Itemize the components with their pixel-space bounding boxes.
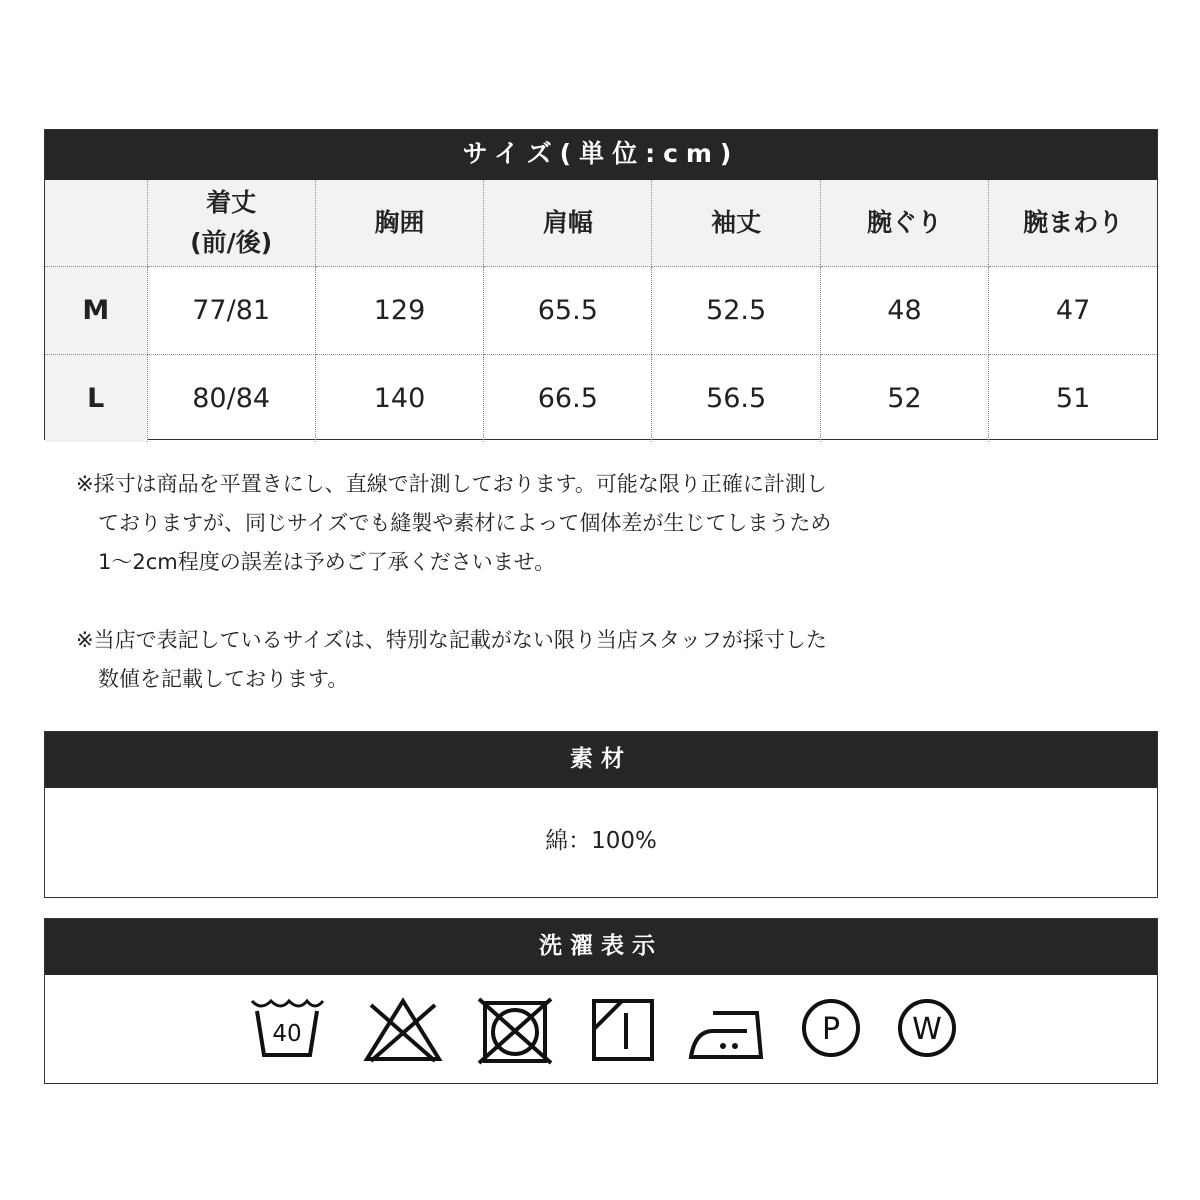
- table-row: [45, 355, 1157, 443]
- header-length: [147, 180, 315, 267]
- measurement-note: [76, 465, 831, 582]
- shoulder-value: 66.5: [484, 355, 652, 443]
- line-dry-shade-icon: [590, 997, 656, 1063]
- table-row: [45, 267, 1157, 355]
- material-value: 綿：100%: [545, 828, 657, 854]
- header-shoulder: 肩幅: [484, 180, 652, 267]
- arm-circ-value: 47: [989, 267, 1157, 355]
- wash-40-icon: [249, 997, 325, 1061]
- header-length-line1: 着丈: [206, 188, 257, 217]
- note-line: 1～2cm程度の誤差は予めご了承くださいませ。: [98, 550, 556, 574]
- armhole-value: 48: [820, 267, 988, 355]
- note-line: ※当店で表記しているサイズは、特別な記載がない限り当店スタッフが採寸した: [76, 628, 827, 652]
- wet-clean-label: W: [912, 1012, 942, 1047]
- note-line: 数値を記載しております。: [98, 667, 349, 691]
- header-sleeve: 袖丈: [652, 180, 820, 267]
- note-line: ておりますが、同じサイズでも縫製や素材によって個体差が生じてしまうため: [98, 511, 832, 535]
- wet-clean-w-icon: [896, 997, 958, 1059]
- length-value: 80/84: [147, 355, 315, 443]
- size-section: [44, 129, 1158, 440]
- armhole-value: 52: [820, 355, 988, 443]
- dry-clean-p-icon: [800, 997, 862, 1059]
- material-section: [44, 731, 1158, 898]
- size-table-header-row: [45, 180, 1157, 267]
- size-label: L: [45, 355, 147, 443]
- iron-medium-icon: [687, 997, 767, 1061]
- no-tumble-dry-icon: [477, 997, 553, 1065]
- header-arm-circ: 腕まわり: [989, 180, 1157, 267]
- note-line: ※採寸は商品を平置きにし、直線で計測しております。可能な限り正確に計測し: [76, 472, 827, 496]
- header-armhole: 腕ぐり: [820, 180, 988, 267]
- sleeve-value: 56.5: [652, 355, 820, 443]
- size-table: [45, 180, 1157, 442]
- chest-value: 140: [315, 355, 483, 443]
- sleeve-value: 52.5: [652, 267, 820, 355]
- wash-temp-label: 40: [272, 1021, 302, 1047]
- size-label: M: [45, 267, 147, 355]
- size-source-note: [76, 621, 827, 699]
- arm-circ-value: 51: [989, 355, 1157, 443]
- dry-clean-label: P: [821, 1012, 841, 1047]
- size-title: サイズ(単位:cm): [45, 130, 1157, 180]
- no-bleach-icon: [363, 997, 443, 1065]
- chest-value: 129: [315, 267, 483, 355]
- material-title: 素材: [45, 732, 1157, 788]
- care-icons: [45, 975, 1157, 1083]
- header-empty-cell: [45, 180, 147, 267]
- header-length-line2: (前/後): [190, 228, 273, 257]
- care-section: [44, 918, 1158, 1084]
- length-value: 77/81: [147, 267, 315, 355]
- header-chest: 胸囲: [315, 180, 483, 267]
- care-title: 洗濯表示: [45, 919, 1157, 975]
- shoulder-value: 65.5: [484, 267, 652, 355]
